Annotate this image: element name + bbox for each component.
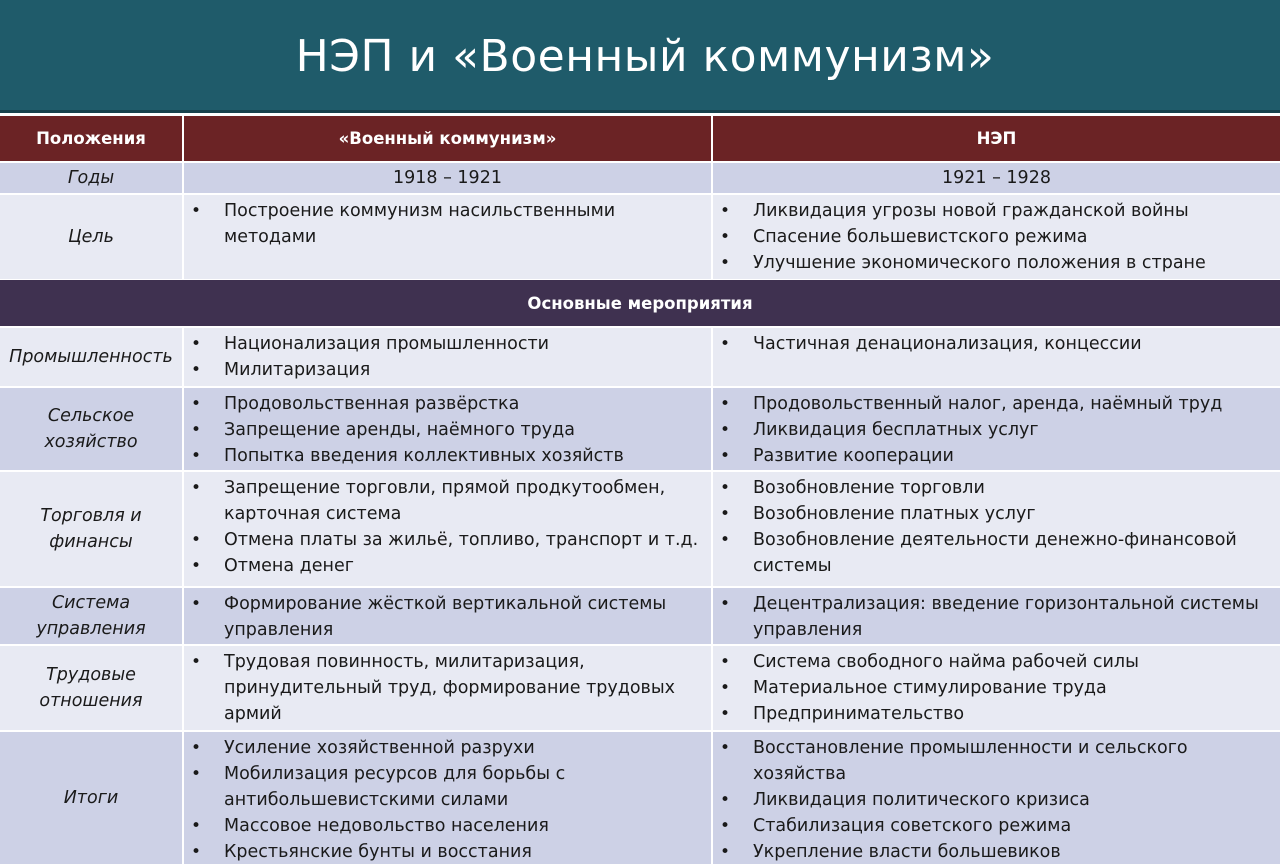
list-item: • Ликвидация угрозы новой гражданской войны — [713, 198, 1280, 224]
row-label: Трудовые отношения — [0, 646, 184, 730]
nep-list — [713, 732, 1280, 864]
table-row — [0, 472, 1280, 586]
war-cell — [184, 472, 713, 586]
list-item: • Улучшение экономического положения в стране — [713, 250, 1280, 276]
list-item: • Возобновление деятельности денежно-финансовой системы — [713, 527, 1280, 579]
nep-cell — [713, 732, 1280, 864]
list-item: • Построение коммунизм насильственными методами — [184, 198, 711, 250]
war-list — [184, 646, 711, 727]
nep-cell — [713, 646, 1280, 730]
list-item: • Национализация промышленности — [184, 331, 711, 357]
war-cell — [184, 388, 713, 470]
nep-list — [713, 646, 1280, 727]
war-list — [184, 588, 711, 643]
list-item: • Возобновление торговли — [713, 475, 1280, 501]
list-item: • Укрепление власти большевиков — [713, 839, 1280, 864]
list-item: • Стабилизация советского режима — [713, 813, 1280, 839]
nep-cell — [713, 388, 1280, 470]
list-item: • Трудовая повинность, милитаризация, принудительный труд, формирование трудовых армий — [184, 649, 711, 727]
list-item: • Спасение большевистского режима — [713, 224, 1280, 250]
header-nep: НЭП — [976, 129, 1017, 148]
row-label: Торговля и финансы — [0, 472, 184, 586]
nep-goal-list — [713, 195, 1280, 276]
table-row-years — [0, 163, 1280, 193]
list-item: • Запрещение торговли, прямой продкутообмен, карточная система — [184, 475, 711, 527]
nep-cell — [713, 328, 1280, 386]
war-list — [184, 388, 711, 469]
list-item: • Отмена платы за жильё, топливо, транспорт и т.д. — [184, 527, 711, 553]
nep-list — [713, 472, 1280, 579]
table-header-row — [0, 116, 1280, 161]
list-item: • Материальное стимулирование труда — [713, 675, 1280, 701]
nep-goal-cell — [713, 195, 1280, 279]
list-item: • Возобновление платных услуг — [713, 501, 1280, 527]
list-item: • Продовольственная развёрстка — [184, 391, 711, 417]
nep-cell — [713, 472, 1280, 586]
nep-list — [713, 328, 1280, 357]
war-cell — [184, 328, 713, 386]
nep-cell — [713, 588, 1280, 644]
list-item: • Мобилизация ресурсов для борьбы с антибольшевистскими силами — [184, 761, 711, 813]
row-label: Цель — [0, 195, 184, 279]
page-title: НЭП и «Военный коммунизм» — [295, 31, 995, 82]
row-label: Система управления — [0, 588, 184, 644]
row-label: Промышленность — [0, 328, 184, 386]
war-list — [184, 472, 711, 579]
row-label: Итоги — [0, 732, 184, 864]
list-item: • Усиление хозяйственной разрухи — [184, 735, 711, 761]
table-row — [0, 732, 1280, 864]
table-row — [0, 646, 1280, 730]
list-item: • Отмена денег — [184, 553, 711, 579]
list-item: • Крестьянские бунты и восстания — [184, 839, 711, 864]
list-item: • Милитаризация — [184, 357, 711, 383]
war-years: 1918 – 1921 — [184, 163, 713, 193]
list-item: • Продовольственный налог, аренда, наёмный труд — [713, 391, 1280, 417]
header-positions: Положения — [0, 116, 184, 161]
row-label: Сельское хозяйство — [0, 388, 184, 470]
list-item: • Попытка введения коллективных хозяйств — [184, 443, 711, 469]
war-cell — [184, 588, 713, 644]
list-item: • Частичная денационализация, концессии — [713, 331, 1280, 357]
section-main-measures: Основные мероприятия — [0, 280, 1280, 326]
war-cell — [184, 732, 713, 864]
nep-list — [713, 588, 1280, 643]
table-row-goal — [0, 195, 1280, 279]
war-list — [184, 732, 711, 864]
list-item: • Запрещение аренды, наёмного труда — [184, 417, 711, 443]
nep-years: 1921 – 1928 — [942, 168, 1051, 188]
list-item: • Восстановление промышленности и сельского хозяйства — [713, 735, 1280, 787]
table-row — [0, 588, 1280, 644]
list-item: • Ликвидация бесплатных услуг — [713, 417, 1280, 443]
war-cell — [184, 646, 713, 730]
list-item: • Децентрализация: введение горизонтальной системы управления — [713, 591, 1280, 643]
table-row — [0, 388, 1280, 470]
row-label: Годы — [0, 163, 184, 193]
war-list — [184, 328, 711, 383]
list-item: • Развитие кооперации — [713, 443, 1280, 469]
list-item: • Ликвидация политического кризиса — [713, 787, 1280, 813]
war-goal-list — [184, 195, 711, 250]
nep-list — [713, 388, 1280, 469]
list-item: • Предпринимательство — [713, 701, 1280, 727]
table-row — [0, 328, 1280, 386]
list-item: • Массовое недовольство населения — [184, 813, 711, 839]
list-item: • Формирование жёсткой вертикальной системы управления — [184, 591, 711, 643]
header-war-communism: «Военный коммунизм» — [184, 116, 713, 161]
list-item: • Система свободного найма рабочей силы — [713, 649, 1280, 675]
war-goal-cell — [184, 195, 713, 279]
